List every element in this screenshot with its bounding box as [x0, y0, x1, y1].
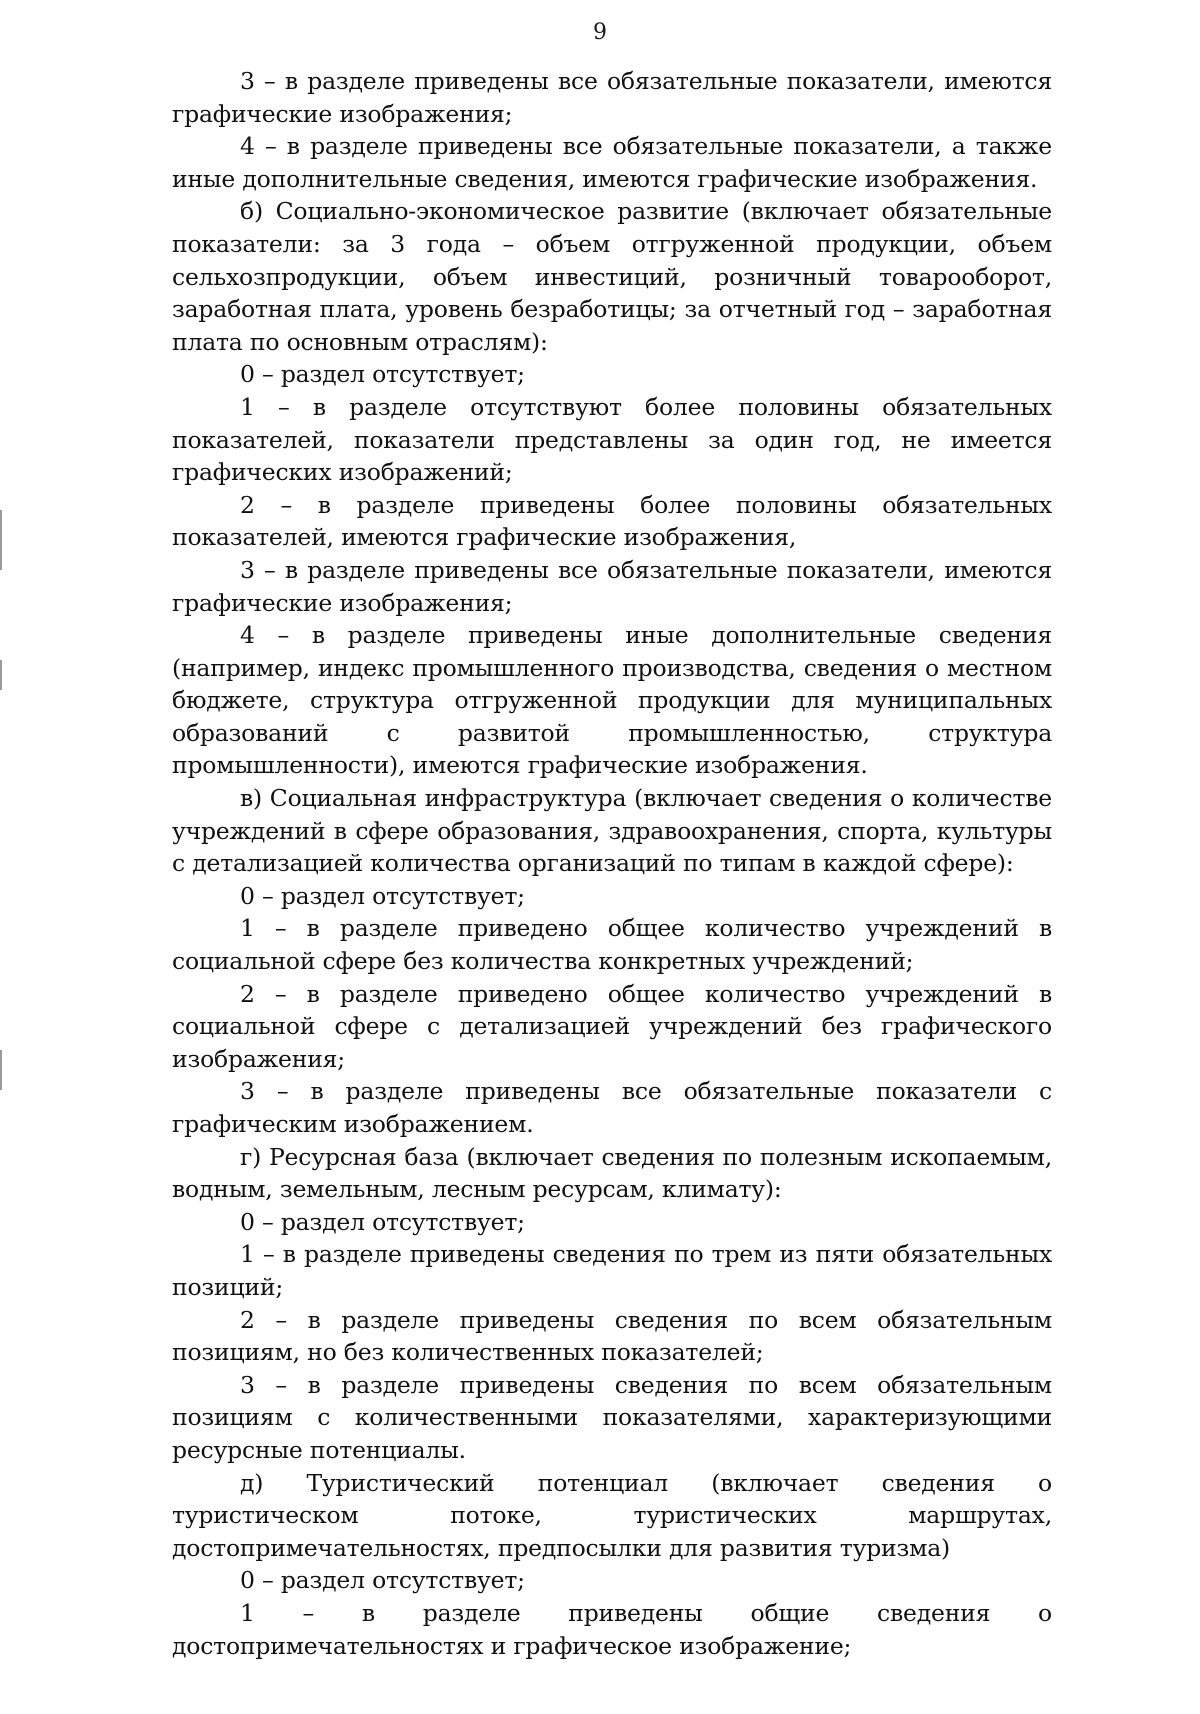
paragraph: 0 – раздел отсутствует; [240, 360, 525, 389]
paragraph: 0 – раздел отсутствует; [240, 1207, 525, 1236]
page-number: 9 [593, 20, 607, 45]
paragraph: 1 – в разделе приведены сведения по трем из пяти обязательных позиций; [172, 1240, 1052, 1301]
section-g-heading: г) Ресурсная база (включает сведения по полезным ископаемым, водным, земельным, лесным ресурсам, климату): [172, 1142, 1052, 1204]
paragraph: 3 – в разделе приведены все обязательные показатели, имеются графические изображения; [172, 555, 1052, 617]
paragraph: 0 – раздел отсутствует; [240, 881, 525, 910]
scan-edge-mark [0, 1050, 2, 1090]
section-d-heading: д) Туристический потенциал (включает сведения о туристическом потоке, туристических маршрутах, достопримечательностях, предпосылки для развития туризма) [172, 1468, 1052, 1562]
paragraph: 1 – в разделе приведено общее количество учреждений в социальной сфере без количества конкретных учреждений; [172, 914, 1052, 976]
paragraph: 2 – в разделе приведены сведения по всем обязательным позициям, но без количественных показателей; [172, 1305, 1052, 1367]
paragraph: 3 – в разделе приведены все обязательные показатели, имеются графические изображения; [172, 67, 1052, 128]
paragraph: 2 – в разделе приведены более половины обязательных показателей, имеются графические изображения, [172, 490, 1052, 552]
document-body [172, 65, 1052, 1662]
paragraph: 1 – в разделе отсутствуют более половины обязательных показателей, показатели представлены за один год, не имеется графических изображений; [172, 392, 1052, 487]
paragraph: 0 – раздел отсутствует; [240, 1566, 525, 1595]
section-v-heading: в) Социальная инфраструктура (включает сведения о количестве учреждений в сфере образования, здравоохранения, спорта, культуры с детализацией количества организаций по типам в каждой сфере): [172, 784, 1052, 878]
scan-edge-mark [0, 510, 2, 570]
scan-edge-mark [0, 660, 2, 690]
paragraph: 3 – в разделе приведены сведения по всем обязательным позициям с количественными показателями, характеризующими ресурсные потенциалы. [172, 1370, 1052, 1464]
section-b-heading: б) Социально-экономическое развитие (включает обязательные показатели: за 3 года – объем отгруженной продукции, объем сельхозпродукции, объем инвестиций, розничный товарооборот, заработная плата, уровень безработицы; за отчетный год – заработная плата по основным отраслям): [172, 197, 1052, 356]
paragraph: 1 – в разделе приведены общие сведения о достопримечательностях и графическое изображение; [172, 1598, 1052, 1660]
paragraph: 2 – в разделе приведено общее количество учреждений в социальной сфере с детализацией учреждений без графического изображения; [172, 979, 1052, 1073]
paragraph: 3 – в разделе приведены все обязательные показатели с графическим изображением. [172, 1077, 1052, 1138]
paragraph: 4 – в разделе приведены все обязательные показатели, а также иные дополнительные сведения, имеются графические изображения. [172, 132, 1052, 193]
paragraph: 4 – в разделе приведены иные дополнительные сведения (например, индекс промышленного производства, сведения о местном бюджете, структура отгруженной продукции для муниципальных образований с развитой промышленностью, структура промышленности), имеются графические изображения. [172, 621, 1052, 780]
